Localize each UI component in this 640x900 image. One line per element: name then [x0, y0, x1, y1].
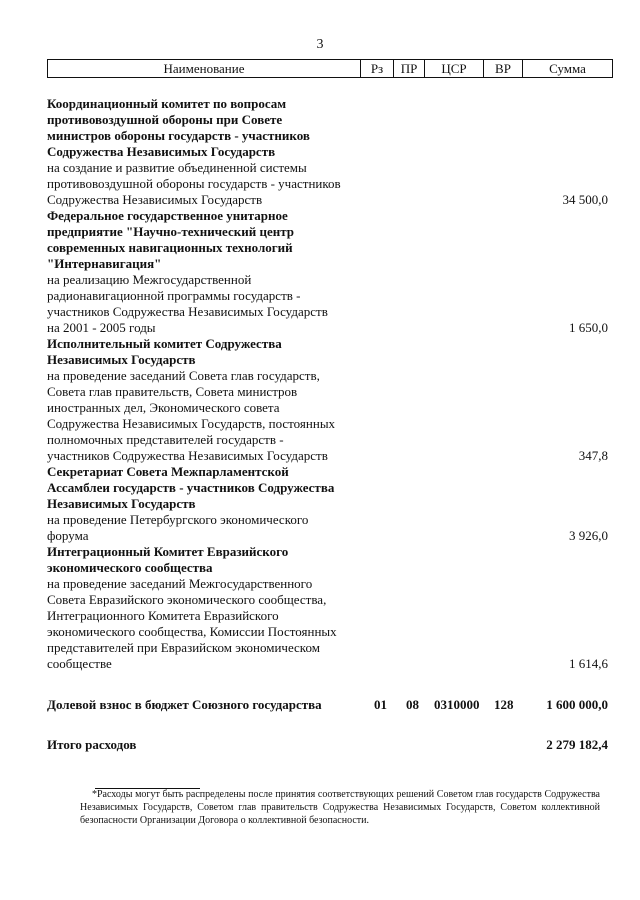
total-amount: 2 279 182,4: [546, 737, 608, 752]
section-desc-line: на проведение заседаний Совета глав государств,: [47, 368, 320, 383]
section-title-line: предприятие "Научно-технический центр: [47, 224, 295, 239]
section-title-line: Секретариат Совета Межпарламентской: [47, 464, 289, 479]
section-desc-line: на реализацию Межгосударственной: [47, 272, 252, 287]
section-desc-line: участников Содружества Независимых Государств: [47, 304, 328, 319]
page-number: 3: [316, 37, 324, 52]
section-desc-line: Содружества Независимых Государств: [47, 192, 263, 207]
section-desc-line: экономического сообщества, Комиссии Постоянных: [47, 624, 337, 639]
section-ciac-air-defense: [47, 96, 341, 208]
section-amount: 1 614,6: [569, 656, 608, 671]
section-amount: 1 650,0: [569, 320, 608, 335]
section-desc-line: противовоздушной обороны государств - участников: [47, 176, 341, 191]
contribution-pr: 08: [406, 697, 419, 712]
contribution-amount: 1 600 000,0: [546, 697, 608, 712]
col-name-header: Наименование: [48, 60, 361, 78]
table-header: [47, 59, 613, 78]
section-amount: 347,8: [578, 448, 608, 463]
total-label: Итого расходов: [47, 737, 137, 752]
section-title-line: экономического сообщества: [47, 560, 213, 575]
section-title-line: Ассамблеи государств - участников Содружества: [47, 480, 335, 495]
section-title-line: Интеграционный Комитет Евразийского: [47, 544, 289, 559]
section-internavigation: [47, 208, 328, 336]
section-desc-line: форума: [47, 528, 89, 543]
section-title-line: Независимых Государств: [47, 352, 196, 367]
section-title-line: Федеральное государственное унитарное: [47, 208, 288, 223]
footnote: [80, 788, 600, 827]
section-amount: 3 926,0: [569, 528, 608, 543]
col-rz-header: Рз: [361, 60, 394, 78]
section-desc-line: на 2001 - 2005 годы: [47, 320, 156, 335]
section-desc-line: полномочных представителей государств -: [47, 432, 284, 447]
section-title-line: Содружества Независимых Государств: [47, 144, 276, 159]
section-desc-line: иностранных дел, Экономического совета: [47, 400, 280, 415]
section-title-line: Координационный комитет по вопросам: [47, 96, 287, 111]
contribution-label: Долевой взнос в бюджет Союзного государства: [47, 697, 322, 712]
col-sum-header: Сумма: [523, 60, 613, 78]
col-vr-header: ВР: [484, 60, 523, 78]
section-amount: 34 500,0: [562, 192, 608, 207]
section-title-line: современных навигационных технологий: [47, 240, 293, 255]
section-title-line: Независимых Государств: [47, 496, 196, 511]
section-title-line: министров обороны государств - участников: [47, 128, 310, 143]
contribution-rz: 01: [374, 697, 387, 712]
section-desc-line: на проведение заседаний Межгосударственного: [47, 576, 313, 591]
footnote-text: *Расходы могут быть распределены после принятия соответствующих решений Советом глав государств Содружества Независимых Государств, Советом глав правительств Содружества Независимых Государств, Советом коллективной безопасности Организации Договора о коллективной безопасности.: [80, 789, 600, 826]
section-executive-committee: [47, 336, 335, 464]
section-desc-line: Интеграционного Комитета Евразийского: [47, 608, 279, 623]
contribution-vr: 128: [494, 697, 514, 712]
section-desc-line: участников Содружества Независимых Государств: [47, 448, 328, 463]
col-pr-header: ПР: [394, 60, 425, 78]
section-desc-line: Содружества Независимых Государств, постоянных: [47, 416, 336, 431]
section-title-line: противовоздушной обороны при Совете: [47, 112, 283, 127]
section-desc-line: представителей при Евразийском экономическом: [47, 640, 320, 655]
section-ipa-secretariat: [47, 464, 334, 544]
section-desc-line: на создание и развитие объединенной системы: [47, 160, 307, 175]
col-csr-header: ЦСР: [425, 60, 484, 78]
section-desc-line: Совета глав правительств, Совета министров: [47, 384, 298, 399]
section-desc-line: радионавигационной программы государств -: [47, 288, 301, 303]
section-desc-line: сообществе: [47, 656, 112, 671]
section-desc-line: Совета Евразийского экономического сообщества,: [47, 592, 327, 607]
section-desc-line: на проведение Петербургского экономического: [47, 512, 309, 527]
contribution-csr: 0310000: [434, 697, 480, 712]
section-title-line: "Интернавигация": [47, 256, 162, 271]
section-title-line: Исполнительный комитет Содружества: [47, 336, 282, 351]
section-eurasec-committee: [47, 544, 337, 672]
